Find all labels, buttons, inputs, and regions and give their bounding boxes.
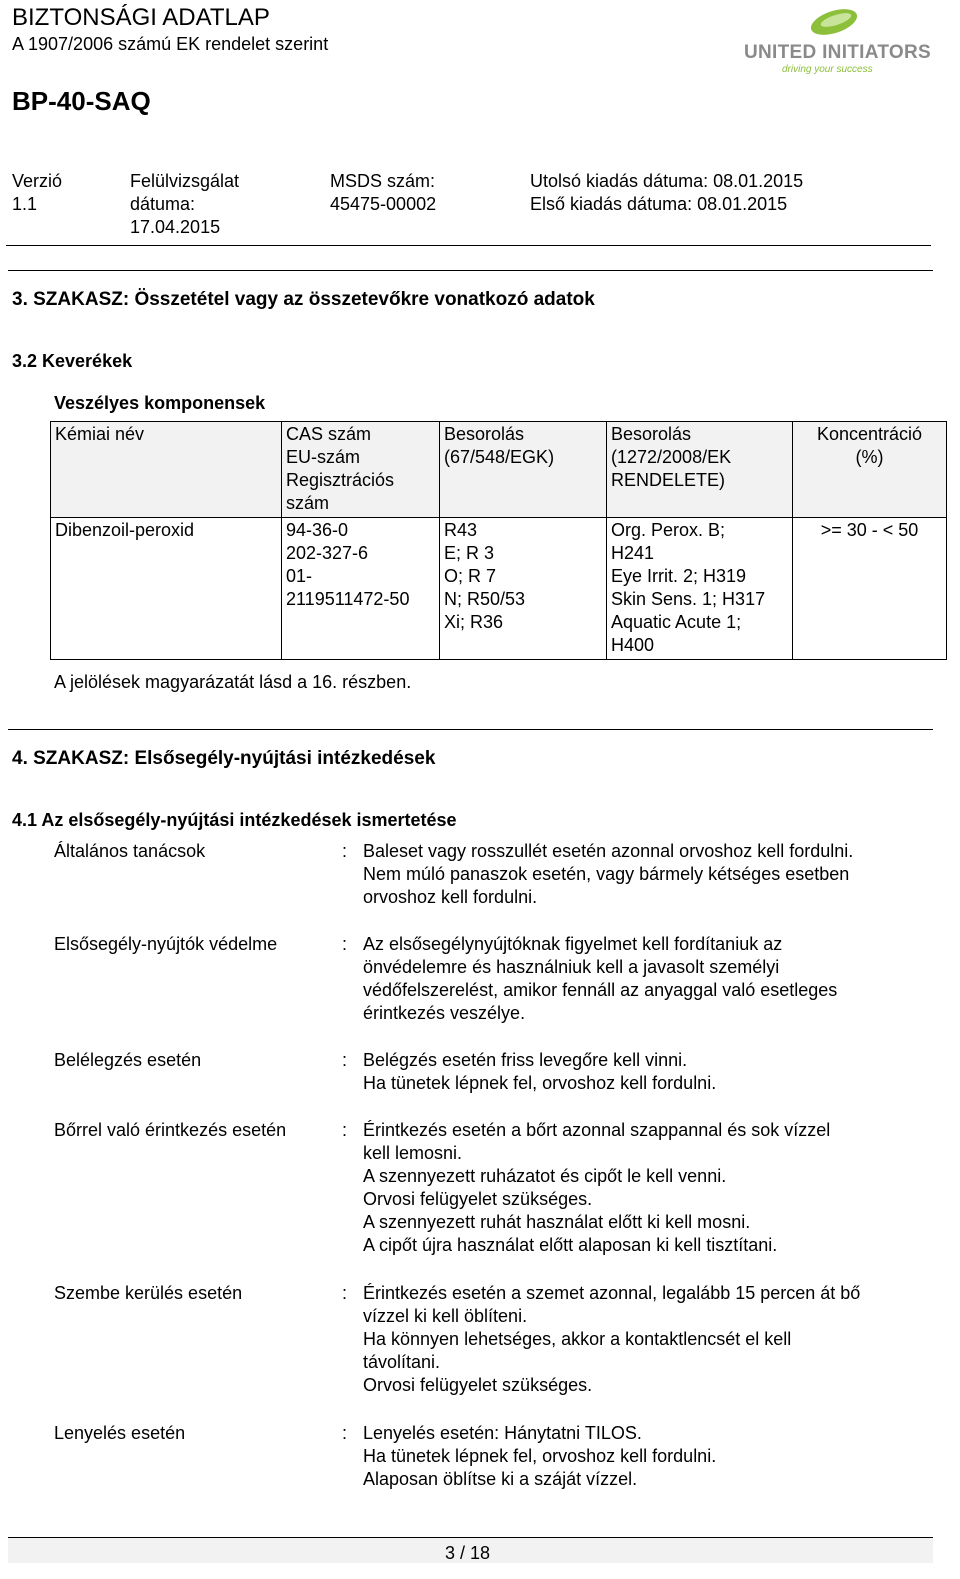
- column-header-classification-clp: Besorolás (1272/2008/EK RENDELETE): [607, 422, 793, 518]
- section3-subtitle: 3.2 Keverékek: [12, 351, 133, 371]
- footer-divider: [8, 1537, 933, 1538]
- column-header-concentration: Koncentráció (%): [793, 422, 947, 518]
- first-aid-label: Bőrrel való érintkezés esetén: [54, 1120, 287, 1140]
- revision-block: [130, 170, 239, 239]
- first-aid-separator: :: [342, 1050, 348, 1070]
- cell-concentration: >= 30 - < 50: [793, 518, 947, 660]
- msds-block: [330, 170, 436, 216]
- page-number: 3 / 18: [445, 1543, 491, 1563]
- logo-leaf-icon: [804, 6, 864, 42]
- msds-value: 45475-00002: [330, 194, 437, 214]
- first-aid-separator: :: [342, 1283, 348, 1303]
- column-header-chemical-name: Kémiai név: [51, 422, 282, 518]
- first-aid-text: Baleset vagy rosszullét esetén azonnal orvoshoz kell fordulni. Nem múló panaszok esetén, vagy bármely kétséges esetben orvoshoz kell fordulni.: [363, 841, 854, 907]
- revision-value: 17.04.2015: [130, 217, 221, 237]
- first-aid-text: Belégzés esetén friss levegőre kell vinni. Ha tünetek lépnek fel, orvoshoz kell fordulni.: [363, 1050, 717, 1093]
- first-aid-text: Érintkezés esetén a bőrt azonnal szappannal és sok vízzel kell lemosni. A szennyezett ruházatot és cipőt le kell venni. Orvosi felügyelet szükséges. A szennyezett ruhát használat előtt ki kell mosni. A cipőt újra használat előtt alaposan ki kell tisztítani.: [363, 1120, 831, 1255]
- version-value: 1.1: [12, 194, 38, 214]
- company-logo: [740, 6, 940, 76]
- first-aid-label: Elsősegély-nyújtók védelme: [54, 934, 278, 954]
- hazardous-components-title: Veszélyes komponensek: [54, 393, 266, 413]
- section4-subtitle: 4.1 Az elsősegély-nyújtási intézkedések ismertetése: [12, 810, 457, 830]
- cell-classification-clp: Org. Perox. B; H241 Eye Irrit. 2; H319 Skin Sens. 1; H317 Aquatic Acute 1; H400: [607, 518, 793, 660]
- first-aid-label: Belélegzés esetén: [54, 1050, 202, 1070]
- first-issue-date: Első kiadás dátuma: 08.01.2015: [530, 194, 788, 214]
- msds-label: MSDS szám:: [330, 171, 436, 191]
- first-aid-label: Lenyelés esetén: [54, 1423, 186, 1443]
- revision-label: Felülvizsgálat: [130, 171, 240, 191]
- first-aid-label: Általános tanácsok: [54, 841, 206, 861]
- last-issue-date: Utolsó kiadás dátuma: 08.01.2015: [530, 171, 804, 191]
- cell-chemical-name: Dibenzoil-peroxid: [51, 518, 282, 660]
- first-aid-separator: :: [342, 1423, 348, 1443]
- cell-identifiers: 94-36-0 202-327-6 01- 2119511472-50: [282, 518, 440, 660]
- logo-wordmark: UNITED INITIATORS: [744, 42, 932, 63]
- first-aid-text: Érintkezés esetén a szemet azonnal, legalább 15 percen át bő vízzel ki kell öblíteni. Ha könnyen lehetséges, akkor a kontaktlencsét el kell távolítani. Orvosi felügyelet szükséges.: [363, 1283, 861, 1395]
- regulation-subtitle: A 1907/2006 számú EK rendelet szerint: [12, 34, 329, 54]
- version-block: [12, 170, 62, 216]
- section3-divider: [8, 270, 933, 271]
- logo-tagline: driving your success: [782, 64, 873, 75]
- column-header-classification-dsd: Besorolás (67/548/EGK): [440, 422, 607, 518]
- column-header-identifiers: CAS szám EU-szám Regisztrációs szám: [282, 422, 440, 518]
- first-aid-text: Az elsősegélynyújtóknak figyelmet kell fordítaniuk az önvédelemre és használniuk kell a javasolt személyi védőfelszerelést, amikor fennáll az anyaggal való esetleges érintkezés veszélye.: [363, 934, 838, 1023]
- issue-dates-block: [530, 170, 803, 216]
- cell-classification-dsd: R43 E; R 3 O; R 7 N; R50/53 Xi; R36: [440, 518, 607, 660]
- document-title: BIZTONSÁGI ADATLAP: [12, 4, 270, 31]
- section4-title: 4. SZAKASZ: Elsősegély-nyújtási intézkedések: [12, 748, 436, 769]
- header-divider: [6, 245, 931, 246]
- section4-divider: [8, 729, 933, 730]
- table-row: [51, 518, 947, 660]
- version-label: Verzió: [12, 171, 63, 191]
- first-aid-label: Szembe kerülés esetén: [54, 1283, 243, 1303]
- first-aid-separator: :: [342, 934, 348, 954]
- first-aid-text: Lenyelés esetén: Hánytatni TILOS. Ha tünetek lépnek fel, orvoshoz kell fordulni. Alaposan öblítse ki a száját vízzel.: [363, 1423, 717, 1489]
- revision-label-2: dátuma:: [130, 194, 196, 214]
- first-aid-separator: :: [342, 841, 348, 861]
- first-aid-separator: :: [342, 1120, 348, 1140]
- table-header-row: [51, 422, 947, 518]
- section3-title: 3. SZAKASZ: Összetétel vagy az összetevőkre vonatkozó adatok: [12, 289, 595, 310]
- hazardous-components-table: [50, 421, 947, 660]
- product-name: BP-40-SAQ: [12, 86, 151, 116]
- classification-note: A jelölések magyarázatát lásd a 16. részben.: [54, 672, 412, 692]
